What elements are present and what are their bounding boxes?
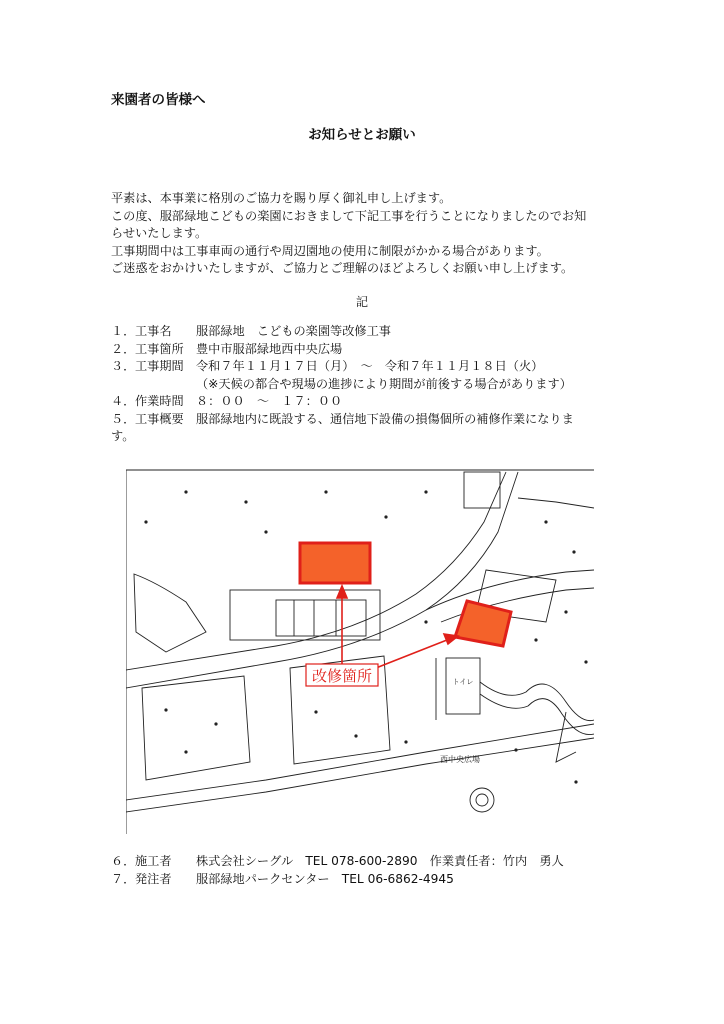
detail-label: 工事箇所 xyxy=(135,341,184,356)
detail-number: １． xyxy=(111,324,136,338)
contact-label: 施工者 xyxy=(135,854,172,868)
detail-row-work-name xyxy=(111,323,631,341)
repair-area-marker xyxy=(300,543,370,583)
detail-row-location xyxy=(111,341,631,359)
site-map-drawing xyxy=(126,462,594,834)
detail-value: 服部緑地内に既設する、通信地下設備の損傷個所の補修作業になりま xyxy=(196,411,574,426)
contact-number: ７． xyxy=(111,871,136,886)
detail-row-period xyxy=(111,358,631,376)
callout-label: 改修箇所 xyxy=(311,667,373,685)
building-label: トイレ xyxy=(452,678,474,686)
summary-continuation: す。 xyxy=(111,429,135,443)
detail-number: ４． xyxy=(111,394,136,408)
contact-number: ６． xyxy=(111,854,136,868)
notice-title: お知らせとお願い xyxy=(308,127,416,143)
ki-heading: 記 xyxy=(355,295,369,309)
detail-label: 作業時間 xyxy=(135,394,184,408)
details-list xyxy=(111,323,631,446)
intro-line: ご迷惑をおかけいたしますが、ご協力とご理解のほどよろしくお願い申し上げます。 xyxy=(111,261,574,275)
contact-label: 発注者 xyxy=(135,871,172,886)
detail-row-summary xyxy=(111,411,631,429)
detail-value: 令和７年１１月１７日（月） ～ 令和７年１１月１８日（火） xyxy=(196,359,544,373)
detail-label: 工事名 xyxy=(135,324,172,338)
contact-value: 服部緑地パークセンター TEL 06-6862-4945 xyxy=(196,871,454,886)
intro-line: 工事期間中は工事車両の通行や周辺園地の使用に制限がかかる場合があります。 xyxy=(111,243,549,258)
contacts-list xyxy=(111,853,564,888)
detail-number: ２． xyxy=(111,341,136,356)
intro-line: 平素は、本事業に格別のご協力を賜り厚く御礼申し上げます。 xyxy=(111,191,452,205)
contact-value: 株式会社シーグル TEL 078-600-2890 作業責任者：竹内 勇人 xyxy=(196,854,564,868)
intro-line: この度、服部緑地こどもの楽園におきまして下記工事を行うことになりましたのでお知 xyxy=(111,208,587,223)
intro-line: らせいたします。 xyxy=(111,226,208,240)
detail-value: 豊中市服部緑地西中央広場 xyxy=(196,341,343,356)
detail-row-hours xyxy=(111,393,631,411)
intro-paragraph xyxy=(111,190,631,278)
detail-value: ８：００ ～ １７：００ xyxy=(196,394,343,408)
contact-row-client xyxy=(111,871,564,889)
detail-value: 服部緑地 こどもの楽園等改修工事 xyxy=(196,324,391,338)
contact-row-contractor xyxy=(111,853,564,871)
site-map xyxy=(126,462,594,834)
period-note: （※天候の都合や現場の進捗により期間が前後する場合があります） xyxy=(196,376,572,391)
plaza-label: 西中央広場 xyxy=(440,755,480,764)
detail-number: ５． xyxy=(111,411,136,426)
detail-label: 工事概要 xyxy=(135,411,184,426)
detail-number: ３． xyxy=(111,359,136,373)
addressee: 来園者の皆様へ xyxy=(111,92,206,108)
repair-area-marker xyxy=(455,601,511,646)
detail-label: 工事期間 xyxy=(135,359,184,373)
